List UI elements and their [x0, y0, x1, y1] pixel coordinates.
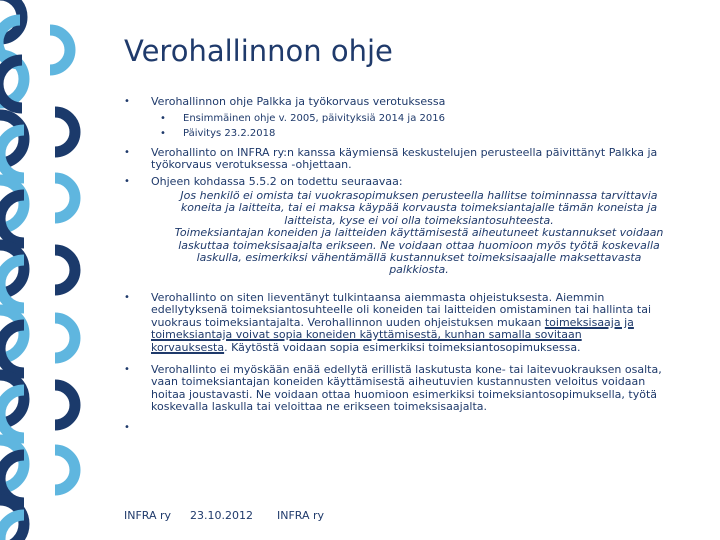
quoted-passage	[159, 190, 679, 277]
bullet-marker: •	[124, 422, 130, 433]
bullet-2-text	[151, 147, 679, 172]
quote-line-3: laitteista, kyse ei voi olla toimeksiantosuhteesta.	[284, 213, 554, 227]
sub-bullet-marker: •	[160, 128, 166, 139]
quote-line-4: Toimeksiantajan koneiden ja laitteiden käyttämisestä aiheutuneet kustannukset voidaan	[174, 226, 664, 240]
bullet-5-line-1: Verohallinto ei myöskään enää edellytä erillistä laskutusta kone- tai laitevuokrauksen osalta,	[151, 363, 662, 376]
quote-line-5: laskuttaa toimeksisaajalta erikseen. Ne voidaan ottaa huomioon myös työtä koskevalla	[178, 238, 660, 252]
bullet-4-line-1: Verohallinto on siten lieventänyt tulkintaansa aiemmasta ohjeistuksesta. Aiemmin	[151, 291, 605, 304]
bullet-4-line-5	[151, 342, 679, 354]
bullet-2-line-1: Verohallinto on INFRA ry:n kanssa käymiensä keskustelujen perusteella päivittänyt Palkka ja	[151, 146, 658, 159]
bullet-2-line-2: työkorvaus verotuksessa -ohjettaan.	[151, 158, 352, 172]
bullet-3-text: Ohjeen kohdassa 5.5.2 on todettu seuraavaa:	[151, 175, 403, 188]
bullet-5-line-4: koskevalla laskulla tai veloittaa ne erikseen toimeksisaajalta.	[151, 400, 488, 414]
quote-line-6: laskulla, esimerkiksi vähentämällä kustannukset toimeksisaajalle maksettavasta	[196, 251, 642, 265]
bullet-marker: •	[124, 147, 130, 158]
footer-right: INFRA ry	[277, 509, 325, 522]
sub-bullet-1-text: Ensimmäinen ohje v. 2005, päivityksiä 2014 ja 2016	[183, 113, 445, 124]
bullet-5-line-2: vaan toimeksiantajan koneiden käyttämisestä aiheutuvien kustannusten veloitus voidaan	[151, 375, 646, 389]
bullet-4-line-3-plain: vuokraus toimeksiantajalta. Verohallinnon uuden ohjeistuksen mukaan	[151, 315, 545, 329]
bullet-marker: •	[124, 364, 130, 375]
bullet-marker: •	[124, 176, 130, 187]
page-title: Verohallinnon ohje	[124, 34, 393, 68]
footer-left: INFRA ry	[124, 509, 172, 522]
sub-bullet-marker: •	[160, 113, 166, 124]
bullet-1-text: Verohallinnon ohje Palkka ja työkorvaus verotuksessa	[151, 95, 446, 108]
bullet-5-text	[151, 364, 679, 414]
bullet-marker: •	[124, 292, 130, 303]
quote-line-1: Jos henkilö ei omista tai vuokrasopimuksen perusteella hallitse toiminnassa tarvittavia	[180, 189, 658, 202]
sub-bullet-2-text: Päivitys 23.2.2018	[183, 128, 276, 139]
quote-line-2: koneita ja laitteita, tai ei maksa käypää korvausta toimeksiantajalle tämän koneista ja	[180, 201, 658, 215]
highlight-underlined: toimeksiantaja voivat sopia koneiden käyttämisestä, kunhan samalla sovitaan	[151, 328, 582, 342]
highlight-underlined: toimeksisaaja ja	[544, 315, 634, 329]
bullet-marker: •	[124, 96, 130, 107]
footer-date: 23.10.2012	[190, 509, 253, 522]
bullet-4-text	[151, 292, 679, 354]
quote-line-7: palkkiosta.	[389, 263, 449, 277]
highlight-underlined: korvauksesta	[151, 340, 225, 354]
bullet-4-line-5-plain: . Käytöstä voidaan sopia esimerkiksi toimeksiantosopimuksessa.	[224, 340, 581, 354]
decorative-arc-pattern	[0, 0, 110, 540]
bullet-4-line-2: edellytyksenä toimeksiantosuhteelle oli koneiden tai laitteiden omistaminen tai hallinta tai	[151, 303, 652, 317]
bullet-5-line-3: hoitaa joustavasti. Ne voidaan ottaa huomioon esimerkiksi toimeksiantosopimuksella, työtä	[151, 387, 658, 401]
